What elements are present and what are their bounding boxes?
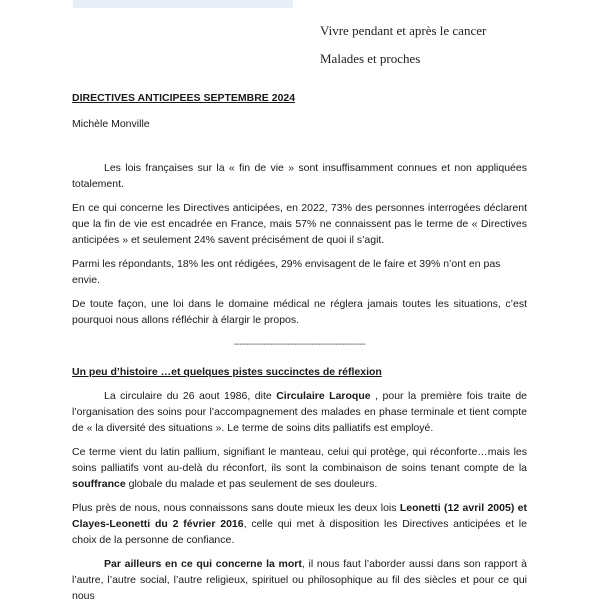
paragraph-7-text-a: Plus près de nous, nous connaissons sans doute mieux les deux lois: [72, 502, 400, 514]
separator-line: --------------------------------------------: [233, 338, 366, 350]
document-title: DIRECTIVES ANTICIPEES SEPTEMBRE 2024: [72, 92, 296, 104]
paragraph-2: En ce qui concerne les Directives anticipées, en 2022, 73% des personnes interrogées déclarent que la fin de vie est encadrée en France, mais 57% ne connaissent pas le terme de « Directives anticipées » et seulement 24% savent précisément de quoi il s’agit.: [72, 202, 527, 246]
paragraph-6-text-a: Ce terme vient du latin pallium, signifiant le manteau, celui qui protège, qui réconforte…mais les soins palliatifs vont au-delà du réconfort, ils sont la combinaison de soins tenant compte de la: [72, 446, 527, 474]
paragraph-8: [72, 556, 527, 604]
circulaire-laroque-bold: Circulaire Laroque: [276, 390, 371, 402]
paragraph-5-text-a: La circulaire du 26 aout 1986, dite: [104, 390, 277, 402]
souffrance-bold: souffrance: [72, 478, 126, 490]
paragraph-8-bold: Par ailleurs en ce qui concerne la mort: [104, 558, 302, 570]
paragraph-7: [72, 500, 527, 548]
paragraph-4: De toute façon, une loi dans le domaine médical ne réglera jamais toutes les situations, c’est pourquoi nous allons réfléchir à élargir le propos.: [72, 298, 527, 326]
section-title: Un peu d’histoire …et quelques pistes succinctes de réflexion: [72, 366, 382, 378]
document-author: Michèle Monville: [72, 118, 150, 130]
header-line-2: Malades et proches: [320, 51, 421, 66]
paragraph-6: [72, 444, 527, 492]
paragraph-1: Les lois françaises sur la « fin de vie » sont insuffisamment connues et non appliquées totalement.: [72, 162, 527, 190]
header-line-1: Vivre pendant et après le cancer: [320, 23, 487, 38]
paragraph-5-text-c: , pour la première fois traite de l’organisation des soins pour l’accompagnement des malades en phase terminale et tient compte de « la diversité des situations ». Le terme de soins dits palliatifs est employé.: [72, 390, 528, 434]
document-body: [72, 90, 527, 612]
paragraph-8-text-b: , il nous faut l’aborder aussi dans son rapport à l’autre, l’autre social, l’autre religieux, spirituel ou philosophique au fil des siècles et pour ce qui nous: [72, 558, 528, 602]
paragraph-7-text-c: , celle qui met à disposition les Directives anticipées et le choix de la personne de confiance.: [72, 518, 527, 546]
paragraph-5: [72, 388, 527, 436]
paragraph-6-text-c: globale du malade et pas seulement de ses douleurs.: [125, 478, 378, 490]
leonetti-laws-bold: Leonetti (12 avril 2005) et Clayes-Leonetti du 2 février 2016: [72, 502, 527, 530]
header-shape: [73, 0, 293, 8]
paragraph-3: Parmi les répondants, 18% les ont rédigées, 29% envisagent de le faire et 39% n’ont en pas envie.: [72, 258, 501, 286]
